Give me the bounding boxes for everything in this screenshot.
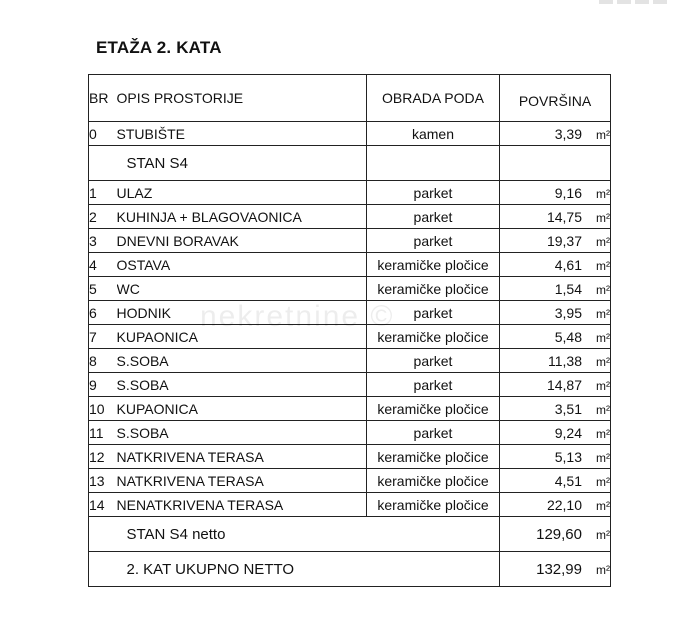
row-floor: keramičke pločice <box>367 469 500 493</box>
table-row <box>89 277 611 301</box>
area-unit: m² <box>596 474 610 489</box>
area-unit: m² <box>596 127 610 142</box>
row-area <box>500 253 611 277</box>
watermark: nekretnine © <box>200 300 395 333</box>
area-unit: m² <box>596 402 610 417</box>
row-floor: parket <box>367 349 500 373</box>
area-unit: m² <box>596 378 610 393</box>
stan-label: STAN S4 <box>117 146 367 181</box>
row-name: OSTAVA <box>117 253 367 277</box>
row-floor: parket <box>367 229 500 253</box>
row-area <box>500 349 611 373</box>
area-unit: m² <box>596 210 610 225</box>
row-name: NATKRIVENA TERASA <box>117 469 367 493</box>
row-br: 0 <box>89 122 117 146</box>
row-area <box>500 397 611 421</box>
stan-netto-value: 129,60 <box>536 525 582 543</box>
area-unit: m² <box>596 450 610 465</box>
row-name: KUHINJA + BLAGOVAONICA <box>117 205 367 229</box>
row-floor: keramičke pločice <box>367 253 500 277</box>
table-row <box>89 397 611 421</box>
header-br: BR <box>89 75 117 122</box>
area-value: 3,51 <box>554 400 582 417</box>
row-floor: parket <box>367 373 500 397</box>
table-row <box>89 445 611 469</box>
kat-netto-value: 132,99 <box>536 560 582 578</box>
row-br: 2 <box>89 205 117 229</box>
area-value: 5,48 <box>554 328 582 345</box>
table-row <box>89 181 611 205</box>
row-br: 13 <box>89 469 117 493</box>
row-area <box>500 205 611 229</box>
row-name: STUBIŠTE <box>117 122 367 146</box>
area-unit: m² <box>596 306 610 321</box>
row-area <box>500 421 611 445</box>
row-br: 10 <box>89 397 117 421</box>
table-header-row <box>89 75 611 122</box>
area-value: 19,37 <box>546 232 582 249</box>
area-unit: m² <box>596 562 610 577</box>
area-value: 1,54 <box>554 280 582 297</box>
area-unit: m² <box>596 186 610 201</box>
table-row <box>89 229 611 253</box>
table-row <box>89 373 611 397</box>
area-unit: m² <box>596 426 610 441</box>
page-title: ETAŽA 2. KATA <box>96 38 222 57</box>
row-name: DNEVNI BORAVAK <box>117 229 367 253</box>
area-value: 4,61 <box>554 256 582 273</box>
row-br: 1 <box>89 181 117 205</box>
row-area <box>500 325 611 349</box>
row-name: KUPAONICA <box>117 397 367 421</box>
row-floor: parket <box>367 205 500 229</box>
stan-label-row <box>89 146 611 181</box>
row-floor: keramičke pločice <box>367 397 500 421</box>
row-floor: parket <box>367 301 500 325</box>
kat-netto-area <box>500 552 611 587</box>
area-value: 3,39 <box>554 125 582 142</box>
area-value: 9,24 <box>554 424 582 441</box>
area-value: 11,38 <box>548 352 582 369</box>
area-value: 5,13 <box>554 448 582 465</box>
area-value: 3,95 <box>554 304 582 321</box>
kat-netto-label: 2. KAT UKUPNO NETTO <box>117 552 367 587</box>
header-opis: OPIS PROSTORIJE <box>117 75 367 122</box>
row-name: S.SOBA <box>117 421 367 445</box>
row-name: WC <box>117 277 367 301</box>
area-value: 14,87 <box>546 376 582 393</box>
row-area <box>500 445 611 469</box>
row-floor: keramičke pločice <box>367 445 500 469</box>
row-floor: kamen <box>367 122 500 146</box>
row-name: KUPAONICA <box>117 325 367 349</box>
row-area <box>500 122 611 146</box>
area-unit: m² <box>596 282 610 297</box>
area-unit: m² <box>596 354 610 369</box>
table-row <box>89 349 611 373</box>
row-floor: keramičke pločice <box>367 493 500 517</box>
row-floor: keramičke pločice <box>367 325 500 349</box>
row-name: ULAZ <box>117 181 367 205</box>
row-br: 5 <box>89 277 117 301</box>
row-br: 4 <box>89 253 117 277</box>
row-area <box>500 493 611 517</box>
row-br: 3 <box>89 229 117 253</box>
corner-decoration <box>599 0 669 4</box>
row-area <box>500 229 611 253</box>
table-row <box>89 421 611 445</box>
stan-netto-row <box>89 517 611 552</box>
row-area <box>500 373 611 397</box>
table-row <box>89 325 611 349</box>
row-br: 11 <box>89 421 117 445</box>
row-floor: parket <box>367 421 500 445</box>
area-unit: m² <box>596 527 610 542</box>
row-br: 12 <box>89 445 117 469</box>
row-br: 6 <box>89 301 117 325</box>
table-row <box>89 301 611 325</box>
area-value: 4,51 <box>554 472 582 489</box>
row-area <box>500 277 611 301</box>
stan-netto-area <box>500 517 611 552</box>
row-floor: keramičke pločice <box>367 277 500 301</box>
row-name: S.SOBA <box>117 373 367 397</box>
row-name: S.SOBA <box>117 349 367 373</box>
header-obrada: OBRADA PODA <box>367 75 500 122</box>
area-value: 22,10 <box>546 496 582 513</box>
row-br: 9 <box>89 373 117 397</box>
table-row <box>89 205 611 229</box>
table-row <box>89 253 611 277</box>
area-unit: m² <box>596 498 610 513</box>
table-row <box>89 122 611 146</box>
row-area <box>500 469 611 493</box>
row-name: NATKRIVENA TERASA <box>117 445 367 469</box>
row-br: 8 <box>89 349 117 373</box>
table-row <box>89 469 611 493</box>
area-unit: m² <box>596 234 610 249</box>
area-value: 9,16 <box>554 184 582 201</box>
row-br: 7 <box>89 325 117 349</box>
header-povrsina: POVRŠINA <box>500 75 611 122</box>
rooms-table <box>88 74 611 587</box>
row-name: HODNIK <box>117 301 367 325</box>
area-unit: m² <box>596 258 610 273</box>
table-row <box>89 493 611 517</box>
row-br: 14 <box>89 493 117 517</box>
row-floor: parket <box>367 181 500 205</box>
kat-netto-row <box>89 552 611 587</box>
area-unit: m² <box>596 330 610 345</box>
row-area <box>500 301 611 325</box>
stan-netto-label: STAN S4 netto <box>117 517 367 552</box>
row-area <box>500 181 611 205</box>
row-name: NENATKRIVENA TERASA <box>117 493 367 517</box>
area-value: 14,75 <box>546 208 582 225</box>
